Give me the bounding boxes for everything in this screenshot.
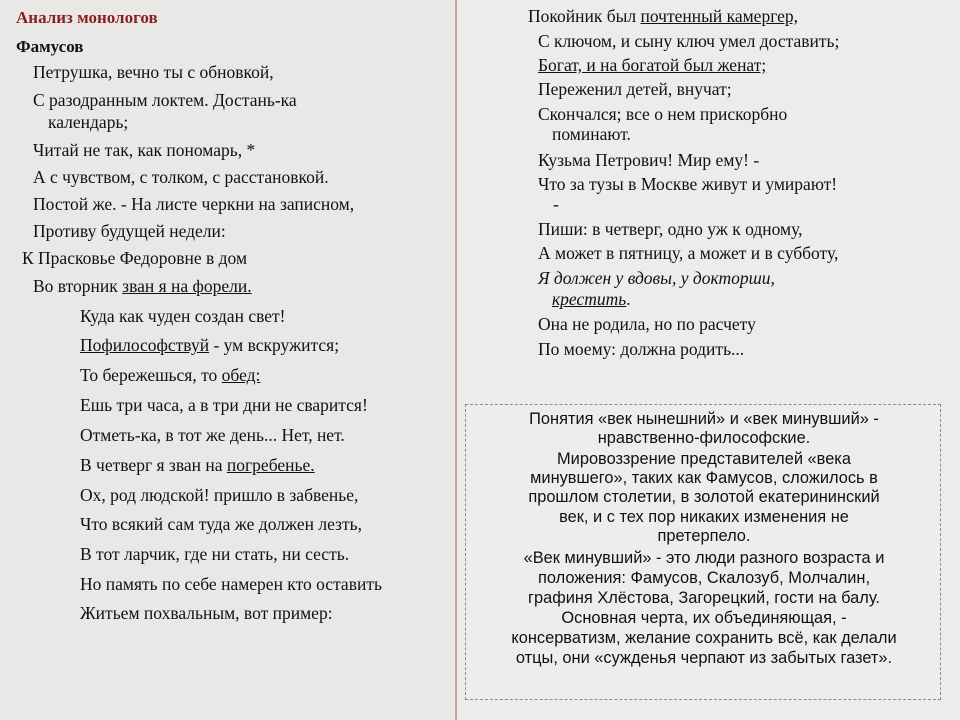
monologue-line: Ешь три часа, а в три дни не сварится!: [80, 395, 368, 415]
commentary-line: претерпело.: [657, 527, 751, 545]
monologue-line: Читай не так, как пономарь, *: [33, 140, 256, 160]
monologue-line: Что всякий сам туда же должен лезть,: [80, 514, 362, 534]
monologue-line: Я должен у вдовы, у докторши,: [538, 268, 775, 288]
commentary-line: век, и с тех пор никаких изменения не: [559, 508, 849, 526]
monologue-line: А с чувством, с толком, с расстановкой.: [33, 167, 329, 187]
underlined-phrase: обед:: [221, 365, 261, 385]
monologue-line: С ключом, и сыну ключ умел доставить;: [538, 31, 840, 51]
monologue-line: Кузьма Петрович! Мир ему! -: [538, 150, 760, 170]
underlined-phrase: погребенье.: [226, 455, 315, 475]
monologue-line: В тот ларчик, где ни стать, ни сесть.: [80, 544, 350, 564]
commentary-line: минувшего», таких как Фамусов, сложилось в: [530, 469, 878, 487]
monologue-line: Куда как чуден создан свет!: [80, 306, 286, 326]
monologue-line: [80, 455, 315, 475]
commentary-line: Понятия «век нынешний» и «век минувший» -: [529, 410, 879, 428]
commentary-line: нравственно-философские.: [597, 429, 811, 447]
commentary-line: «Век минувший» - это люди разного возраста и: [523, 549, 885, 567]
monologue-line: [528, 6, 798, 26]
underlined-phrase: зван я на форели.: [122, 276, 252, 296]
line-text: .: [626, 289, 631, 309]
left-panel: [0, 0, 457, 720]
underlined-phrase: крестить: [552, 289, 627, 309]
line-text: - ум вскружится;: [209, 335, 340, 355]
underlined-phrase: Пофилософствуй: [80, 335, 210, 355]
commentary-line: положения: Фамусов, Скалозуб, Молчалин,: [537, 569, 871, 587]
speaker-name: Фамусов: [16, 37, 84, 56]
commentary-line: отцы, они «сужденья черпают из забытых газет».: [515, 649, 893, 667]
monologue-line: Отметь-ка, в тот же день... Нет, нет.: [80, 425, 345, 445]
monologue-line: По моему: должна родить...: [538, 339, 745, 359]
commentary-line: консерватизм, желание сохранить всё, как делали: [511, 629, 897, 647]
commentary-line: прошлом столетии, в золотой екатерининский: [528, 488, 880, 506]
monologue-line: календарь;: [48, 112, 129, 132]
monologue-line: Скончался; все о нем прискорбно: [538, 104, 788, 124]
monologue-line: -: [553, 194, 559, 214]
monologue-line: Она не родила, но по расчету: [538, 314, 756, 334]
monologue-line: Переженил детей, внучат;: [538, 79, 732, 99]
monologue-line: Житьем похвальным, вот пример:: [80, 603, 333, 623]
monologue-line: Богат, и на богатой был женат;: [538, 55, 767, 75]
commentary-line: Мировоззрение представителей «века: [557, 450, 851, 468]
monologue-line: Постой же. - На листе черкни на записном,: [33, 194, 355, 214]
line-text: Покойник был: [528, 6, 641, 26]
underlined-phrase: почтенный камергер,: [640, 6, 799, 26]
monologue-line: Пиши: в четверг, одно уж к одному,: [538, 219, 803, 239]
commentary-line: Основная черта, их объединяющая, -: [561, 609, 847, 627]
monologue-line: Что за тузы в Москве живут и умирают!: [538, 174, 838, 194]
monologue-line: К Прасковье Федоровне в дом: [22, 248, 248, 268]
monologue-line: поминают.: [552, 124, 631, 144]
monologue-line: [552, 289, 631, 309]
monologue-line: [80, 335, 339, 355]
slide-heading: Анализ монологов: [16, 8, 158, 27]
monologue-line: А может в пятницу, а может и в субботу,: [538, 243, 839, 263]
monologue-line: Ох, род людской! пришло в забвенье,: [80, 485, 359, 505]
monologue-line: [80, 365, 260, 385]
commentary-line: графиня Хлёстова, Загорецкий, гости на балу.: [528, 589, 880, 607]
line-text: Во вторник: [33, 276, 123, 296]
monologue-line: [33, 276, 252, 296]
line-text: То бережешься, то: [80, 365, 222, 385]
line-text: В четверг я зван на: [80, 455, 227, 475]
monologue-line: Петрушка, вечно ты с обновкой,: [33, 62, 274, 82]
monologue-line: Противу будущей недели:: [33, 221, 226, 241]
monologue-line: Но память по себе намерен кто оставить: [80, 574, 382, 594]
monologue-line: С разодранным локтем. Достань-ка: [33, 90, 297, 110]
commentary-box: [465, 404, 941, 700]
